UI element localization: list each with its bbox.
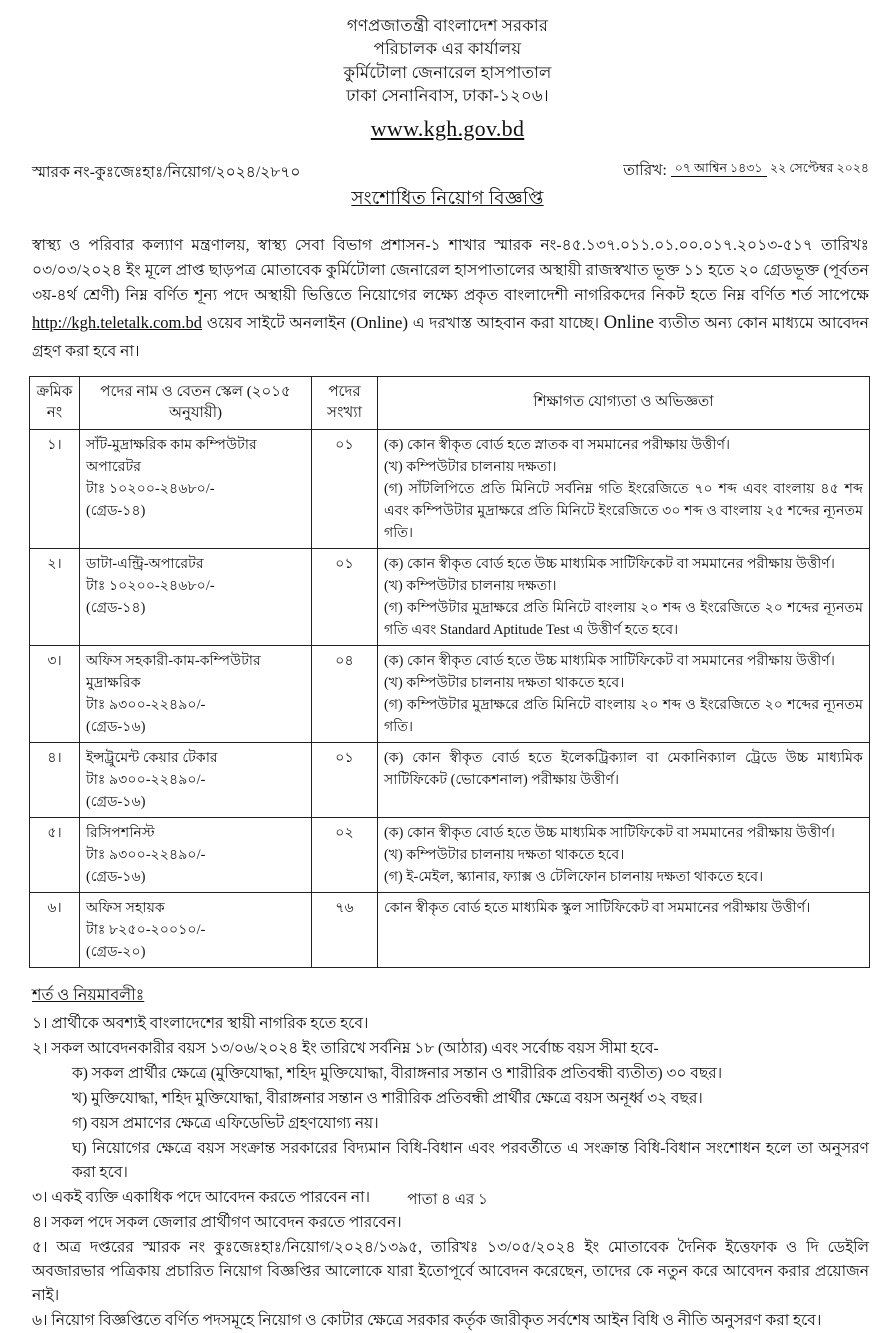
post-name-line: ডাটা-এন্ট্রি-অপারেটর [86,555,204,572]
memo-date-row [0,154,895,200]
table-row [30,429,870,548]
post-name-line: অফিস সহায়ক [86,899,165,916]
condition-item: ১। প্রার্থীকে অবশ্যই বাংলাদেশের স্থায়ী নাগরিক হতে হবে। [32,1014,369,1032]
document-title: সংশোধিত নিয়োগ বিজ্ঞপ্তি [351,188,544,209]
qualification-line: (খ) কম্পিউটার চালনায় দক্ষতা থাকতে হবে। [384,674,625,691]
conditions-section [32,984,869,1333]
memo-number: স্মারক নং-কুঃজেঃহাঃ/নিয়োগ/২০২৪/২৮৭০ [32,163,301,181]
post-name-line: রিসিপশনিস্ট [86,824,155,841]
intro-online-paren: (Online) [350,312,409,332]
date-block [623,154,869,184]
qualification-line: কোন স্বীকৃত বোর্ড হতে মাধ্যমিক স্কুল সাটিফিকেট বা সমমানের পরীক্ষায় উত্তীর্ণ। [384,899,811,916]
qualification-line: (খ) কম্পিউটার চালনায় দক্ষতা। [384,458,557,475]
table-row [30,817,870,892]
condition-item: ৬। নিয়োগ বিজ্ঞপ্তিতে বর্ণিত পদসমূহে নিয়োগ ও কোটার ক্ষেত্রে সরকার কর্তৃক জারীকৃত সর্বশেষ আইন বিধি ও নীতি অনুসরণ করা হবে। [32,1312,822,1330]
cell-post-name [80,817,312,892]
header-qualification: শিক্ষাগত যোগ্যতা ও অভিজ্ঞতা [378,376,870,429]
cell-qualification [378,892,870,967]
post-name-line: টাঃ ৯৩০০-২২৪৯০/- [86,771,206,788]
condition-item: ২। সকল আবেদনকারীর বয়স ১৩/০৬/২০২৪ ইং তারিখে সর্বনিম্ন ১৮ (আঠার) এবং সর্বোচ্চ বয়স সীমা হবে- [32,1039,659,1057]
cell-post-name [80,548,312,645]
date-stack [671,160,869,178]
qualification-line: (গ) কম্পিউটার মুদ্রাক্ষরে প্রতি মিনিটে বাংলায় ২০ শব্দ ও ইংরেজিতে ২০ শব্দের ন্যূনতম গতি এবং Standard Aptitude Test এ উত্তীর্ণ হতে হবে। [384,599,863,638]
conditions-list [32,1012,869,1333]
cell-serial: ৬। [30,892,80,967]
post-name-line: (গ্রেড-১৪) [86,502,146,519]
letterhead-website[interactable]: www.kgh.gov.bd [370,115,525,141]
condition-item: ৪। সকল পদে সকল জেলার প্রার্থীগণ আবেদন করতে পারবেন। [32,1214,402,1232]
application-url[interactable]: http://kgh.teletalk.com.bd [32,312,203,332]
cell-serial: ৩। [30,645,80,742]
cell-post-count: ০৪ [312,645,378,742]
letterhead-line-office: পরিচালক এর কার্যালয় [373,39,522,59]
date-bengali: ০৭ আশ্বিন ১৪৩১ [671,161,767,177]
header-serial: ক্রমিক নং [30,376,80,429]
table-row [30,645,870,742]
qualification-line: (ক) কোন স্বীকৃত বোর্ড হতে উচ্চ মাধ্যমিক সাটিফিকেট বা সমমানের পরীক্ষায় উত্তীর্ণ। [384,824,835,841]
post-name-line: টাঃ ৯৩০০-২২৪৯০/- [86,846,206,863]
cell-post-count: ০১ [312,429,378,548]
table-row [30,742,870,817]
post-name-line: টাঃ ১০২০০-২৪৬৮০/- [86,480,215,497]
cell-post-count: ০১ [312,742,378,817]
cell-serial: ৪। [30,742,80,817]
cell-post-name [80,892,312,967]
posts-table-body [30,429,870,967]
post-name-line: অপারেটর [86,458,142,475]
condition-subitem: গ) বয়স প্রমাণের ক্ষেত্রে এফিডেভিট গ্রহণযোগ্য নয়। [72,1114,379,1132]
condition-subitem: ক) সকল প্রার্থীর ক্ষেত্রে (মুক্তিযোদ্ধা, শহিদ মুক্তিযোদ্ধা, বীরাঙ্গনার সন্তান ও শারীরিক প্রতিবন্ধী ব্যতীত) ৩০ বছর। [72,1064,723,1082]
cell-qualification [378,429,870,548]
cell-post-count: ৭৬ [312,892,378,967]
condition-item: ৫। অত্র দপ্তরের স্মারক নং কুঃজেঃহাঃ/নিয়োগ/২০২৪/১৩৯৫, তারিখঃ ১৩/০৫/২০২৪ ইং মোতাবেক দৈনিক ইত্তেফাক ও দি ডেইলি অবজারভার পত্রিকায় প্রচারিত নিয়োগ বিজ্ঞপ্তির আলোকে যারা ইতোপূর্বে আবেদন করেছেন, তাদের কে নতুন করে আবেদন করার প্রয়োজন নাই। [32,1239,869,1305]
condition-subitem: খ) মুক্তিযোদ্ধা, শহিদ মুক্তিযোদ্ধা, বীরাঙ্গনার সন্তান ও শারীরিক প্রতিবন্ধী প্রার্থীর ক্ষেত্রে বয়স অনূর্ধ্ব ৩২ বছর। [72,1089,703,1107]
post-name-line: অফিস সহকারী-কাম-কম্পিউটার [86,652,261,669]
intro-part3: এ দরখাস্ত আহবান করা যাচ্ছে। [408,314,604,332]
cell-qualification [378,742,870,817]
cell-post-name [80,645,312,742]
cell-post-count: ০২ [312,817,378,892]
post-name-line: টাঃ ৯৩০০-২২৪৯০/- [86,696,206,713]
cell-post-name [80,429,312,548]
qualification-line: (ক) কোন স্বীকৃত বোর্ড হতে ইলেকট্রিক্যাল বা মেকানিক্যাল ট্রেডে উচ্চ মাধ্যমিক সাটিফিকেট (ভোকেশনাল) পরীক্ষায় উত্তীর্ণ। [384,749,863,788]
post-name-line: সাঁট-মুদ্রাক্ষরিক কাম কম্পিউটার [86,436,257,453]
letterhead [0,0,895,144]
header-post-count: পদের সংখ্যা [312,376,378,429]
intro-online-word: Online [603,312,655,333]
posts-table [29,376,870,968]
qualification-line: (ক) কোন স্বীকৃত বোর্ড হতে উচ্চ মাধ্যমিক সাটিফিকেট বা সমমানের পরীক্ষায় উত্তীর্ণ। [384,555,835,572]
cell-post-name [80,742,312,817]
qualification-line: (ক) কোন স্বীকৃত বোর্ড হতে উচ্চ মাধ্যমিক সাটিফিকেট বা সমমানের পরীক্ষায় উত্তীর্ণ। [384,652,835,669]
post-name-line: মুদ্রাক্ষরিক [86,674,141,691]
post-name-line: (গ্রেড-২০) [86,943,146,960]
post-name-line: (গ্রেড-১৬) [86,868,146,885]
condition-item: ৩। একই ব্যক্তি একাধিক পদে আবেদন করতে পারবেন না। [32,1189,371,1207]
qualification-line: (খ) কম্পিউটার চালনায় দক্ষতা থাকতে হবে। [384,846,625,863]
qualification-line: (ক) কোন স্বীকৃত বোর্ড হতে স্নাতক বা সমমানের পরীক্ষায় উত্তীর্ণ। [384,436,731,453]
header-post-name: পদের নাম ও বেতন স্কেল (২০১৫ অনুযায়ী) [80,376,312,429]
letterhead-line-address: ঢাকা সেনানিবাস, ঢাকা-১২০৬। [346,86,549,106]
intro-part1: স্বাস্থ্য ও পরিবার কল্যাণ মন্ত্রণালয়, স্বাস্থ্য সেবা বিভাগ প্রশাসন-১ শাখার স্মারক নং-৪৫.১৩৭.০১১.০১.০০.০১৭.২০১৩-৫১৭ তারিখঃ ০৩/০৩/২০২৪ ইং মূলে প্রাপ্ত ছাড়পত্র মোতাবেক কুর্মিটোলা জেনারেল হাসপাতালের অস্থায়ী রাজস্বখাত ভূক্ত ১১ হতে ২০ গ্রেডভূক্ত (পূর্বতন ৩য়-৪র্থ শ্রেণী) নিম্ন বর্ণিত শূন্য পদে অস্থায়ী ভিত্তিতে নিয়োগের লক্ষ্যে প্রকৃত বাংলাদেশী নাগরিকদের নিকট হতে নিম্ন বর্ণিত শর্ত সাপেক্ষে [32,236,869,305]
cell-qualification [378,817,870,892]
post-name-line: ইন্সট্রুমেন্ট কেয়ার টেকার [86,749,218,766]
cell-qualification [378,645,870,742]
condition-subitem: ঘ) নিয়োগের ক্ষেত্রে বয়স সংক্রান্ত সরকারের বিদ্যমান বিধি-বিধান এবং পরবর্তীতে এ সংক্রান্ত বিধি-বিধান সংশোধন হলে তা অনুসরণ করা হবে। [72,1140,869,1182]
cell-qualification [378,548,870,645]
page-footer: পাতা ৪ এর ১ [407,1192,488,1208]
intro-part2: ওয়েব সাইটে অনলাইন [202,314,351,332]
cell-serial: ৫। [30,817,80,892]
post-name-line: (গ্রেড-১৪) [86,599,146,616]
qualification-line: (গ) ই-মেইল, স্ক্যানার, ফ্যাক্স ও টেলিফোন চালনায় দক্ষতা থাকতে হবে। [384,868,764,885]
post-name-line: টাঃ ১০২০০-২৪৬৮০/- [86,577,215,594]
table-row [30,892,870,967]
cell-post-count: ০১ [312,548,378,645]
post-name-line: (গ্রেড-১৬) [86,718,146,735]
intro-part4: ব্যতীত অন্য কোন মাধ্যমে আবেদন গ্রহণ করা হবে না। [32,314,869,360]
date-label: তারিখ: [623,161,667,179]
cell-serial: ১। [30,429,80,548]
letterhead-line-government: গণপ্রজাতন্ত্রী বাংলাদেশ সরকার [346,16,549,35]
post-name-line: টাঃ ৮২৫০-২০০১০/- [86,921,206,938]
qualification-line: (গ) কম্পিউটার মুদ্রাক্ষরে প্রতি মিনিটে বাংলায় ২০ শব্দ ও ইংরেজিতে ২০ শব্দের ন্যূনতম গতি। [384,696,863,735]
conditions-title: শর্ত ও নিয়মাবলীঃ [32,986,145,1004]
qualification-line: (গ) সাঁটলিপিতে প্রতি মিনিটে সর্বনিম্ন গতি ইংরেজিতে ৭০ শব্দ এবং বাংলায় ৪৫ শব্দ এবং কম্পিউটার মুদ্রাক্ষরে প্রতি মিনিটে ইংরেজিতে ৩০ শব্দ ও বাংলায় ২৫ শব্দের ন্যূনতম গতি। [384,480,863,541]
intro-paragraph [32,233,869,364]
post-name-line: (গ্রেড-১৬) [86,793,146,810]
qualification-line: (খ) কম্পিউটার চালনায় দক্ষতা। [384,577,557,594]
table-row [30,548,870,645]
cell-serial: ২। [30,548,80,645]
table-header-row [30,376,870,429]
date-gregorian: ২২ সেপ্টেম্বর ২০২৪ [770,161,869,176]
letterhead-line-hospital: কুর্মিটোলা জেনারেল হাসপাতাল [343,62,552,82]
